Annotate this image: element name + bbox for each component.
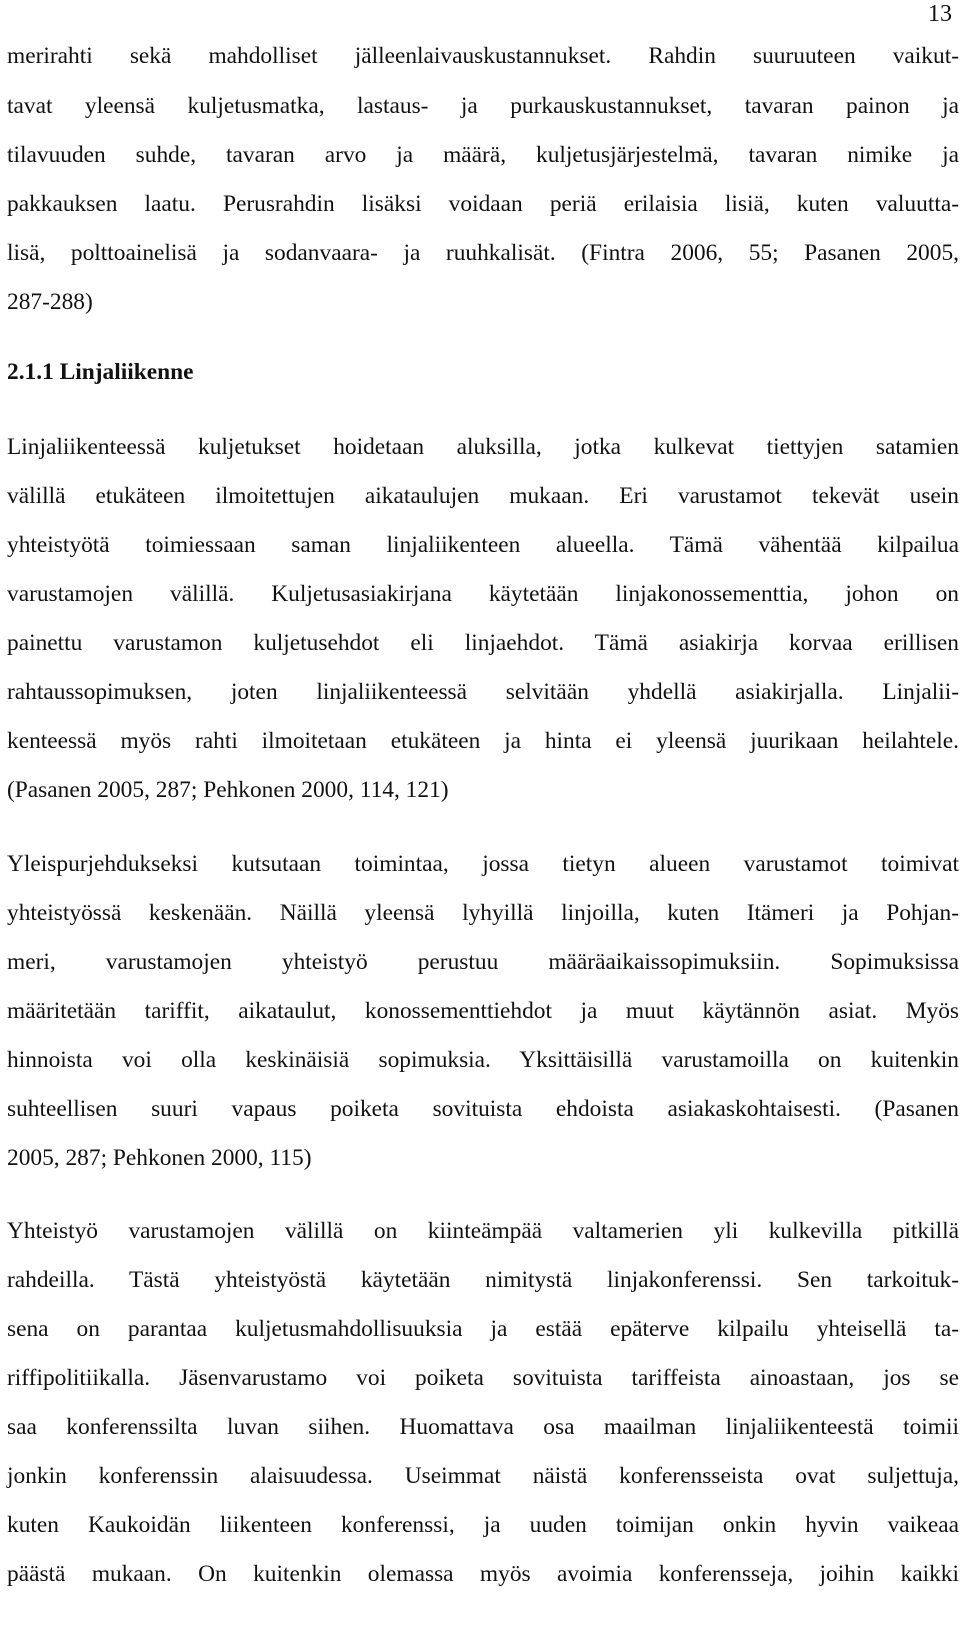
text-line: suhteellisen suuri vapaus poiketa sovituista ehdoista asiakaskohtaisesti. (Pasanen — [7, 1096, 959, 1122]
text-line: (Pasanen 2005, 287; Pehkonen 2000, 114, 121) — [7, 777, 449, 803]
text-line: kenteessä myös rahti ilmoitetaan etukäteen ja hinta ei yleensä juurikaan heilahtele. — [7, 728, 959, 754]
text-line: pakkauksen laatu. Perusrahdin lisäksi voidaan periä erilaisia lisiä, kuten valuutta- — [7, 191, 959, 217]
text-line: Yhteistyö varustamojen välillä on kiinteämpää valtamerien yli kulkevilla pitkillä — [7, 1218, 959, 1244]
text-line: painettu varustamon kuljetusehdot eli linjaehdot. Tämä asiakirja korvaa erillisen — [7, 630, 959, 656]
text-line: sena on parantaa kuljetusmahdollisuuksia ja estää epäterve kilpailu yhteisellä ta- — [7, 1316, 959, 1342]
text-line: välillä etukäteen ilmoitettujen aikataulujen mukaan. Eri varustamot tekevät usein — [7, 483, 959, 509]
text-line: 2005, 287; Pehkonen 2000, 115) — [7, 1145, 312, 1171]
text-line: merirahti sekä mahdolliset jälleenlaivauskustannukset. Rahdin suuruuteen vaikut- — [7, 43, 959, 69]
text-line: saa konferenssilta luvan siihen. Huomattava osa maailman linjaliikenteestä toimii — [7, 1414, 959, 1440]
text-line: tavat yleensä kuljetusmatka, lastaus- ja purkauskustannukset, tavaran painon ja — [7, 93, 959, 119]
text-line: määritetään tariffit, aikataulut, konossementtiehdot ja muut käytännön asiat. Myös — [7, 998, 959, 1024]
text-line: rahtaussopimuksen, joten linjaliikenteessä selvitään yhdellä asiakirjalla. Linjalii- — [7, 679, 959, 705]
text-line: jonkin konferenssin alaisuudessa. Useimmat näistä konferensseista ovat suljettuja, — [7, 1463, 959, 1489]
text-line: päästä mukaan. On kuitenkin olemassa myös avoimia konferensseja, joihin kaikki — [7, 1561, 959, 1587]
page-number: 13 — [928, 1, 952, 27]
text-line: lisä, polttoainelisä ja sodanvaara- ja ruuhkalisät. (Fintra 2006, 55; Pasanen 2005, — [7, 240, 959, 266]
section-heading: 2.1.1 Linjaliikenne — [7, 359, 194, 385]
text-line: yhteistyössä keskenään. Näillä yleensä lyhyillä linjoilla, kuten Itämeri ja Pohjan- — [7, 900, 959, 926]
text-line: Yleispurjehdukseksi kutsutaan toimintaa, jossa tietyn alueen varustamot toimivat — [7, 851, 959, 877]
text-line: hinnoista voi olla keskinäisiä sopimuksia. Yksittäisillä varustamoilla on kuitenkin — [7, 1047, 959, 1073]
text-line: tilavuuden suhde, tavaran arvo ja määrä, kuljetusjärjestelmä, tavaran nimike ja — [7, 142, 959, 168]
text-line: kuten Kaukoidän liikenteen konferenssi, ja uuden toimijan onkin hyvin vaikeaa — [7, 1512, 959, 1538]
text-line: varustamojen välillä. Kuljetusasiakirjana käytetään linjakonossementtia, johon on — [7, 581, 959, 607]
text-line: riffipolitiikalla. Jäsenvarustamo voi poiketa sovituista tariffeista ainoastaan, jos se — [7, 1365, 959, 1391]
text-line: Linjaliikenteessä kuljetukset hoidetaan aluksilla, jotka kulkevat tiettyjen satamien — [7, 434, 959, 460]
text-line: rahdeilla. Tästä yhteistyöstä käytetään nimitystä linjakonferenssi. Sen tarkoituk- — [7, 1267, 959, 1293]
text-line: meri, varustamojen yhteistyö perustuu määräaikaissopimuksiin. Sopimuksissa — [7, 949, 959, 975]
text-line: yhteistyötä toimiessaan saman linjaliikenteen alueella. Tämä vähentää kilpailua — [7, 532, 959, 558]
text-line: 287-288) — [7, 289, 93, 315]
